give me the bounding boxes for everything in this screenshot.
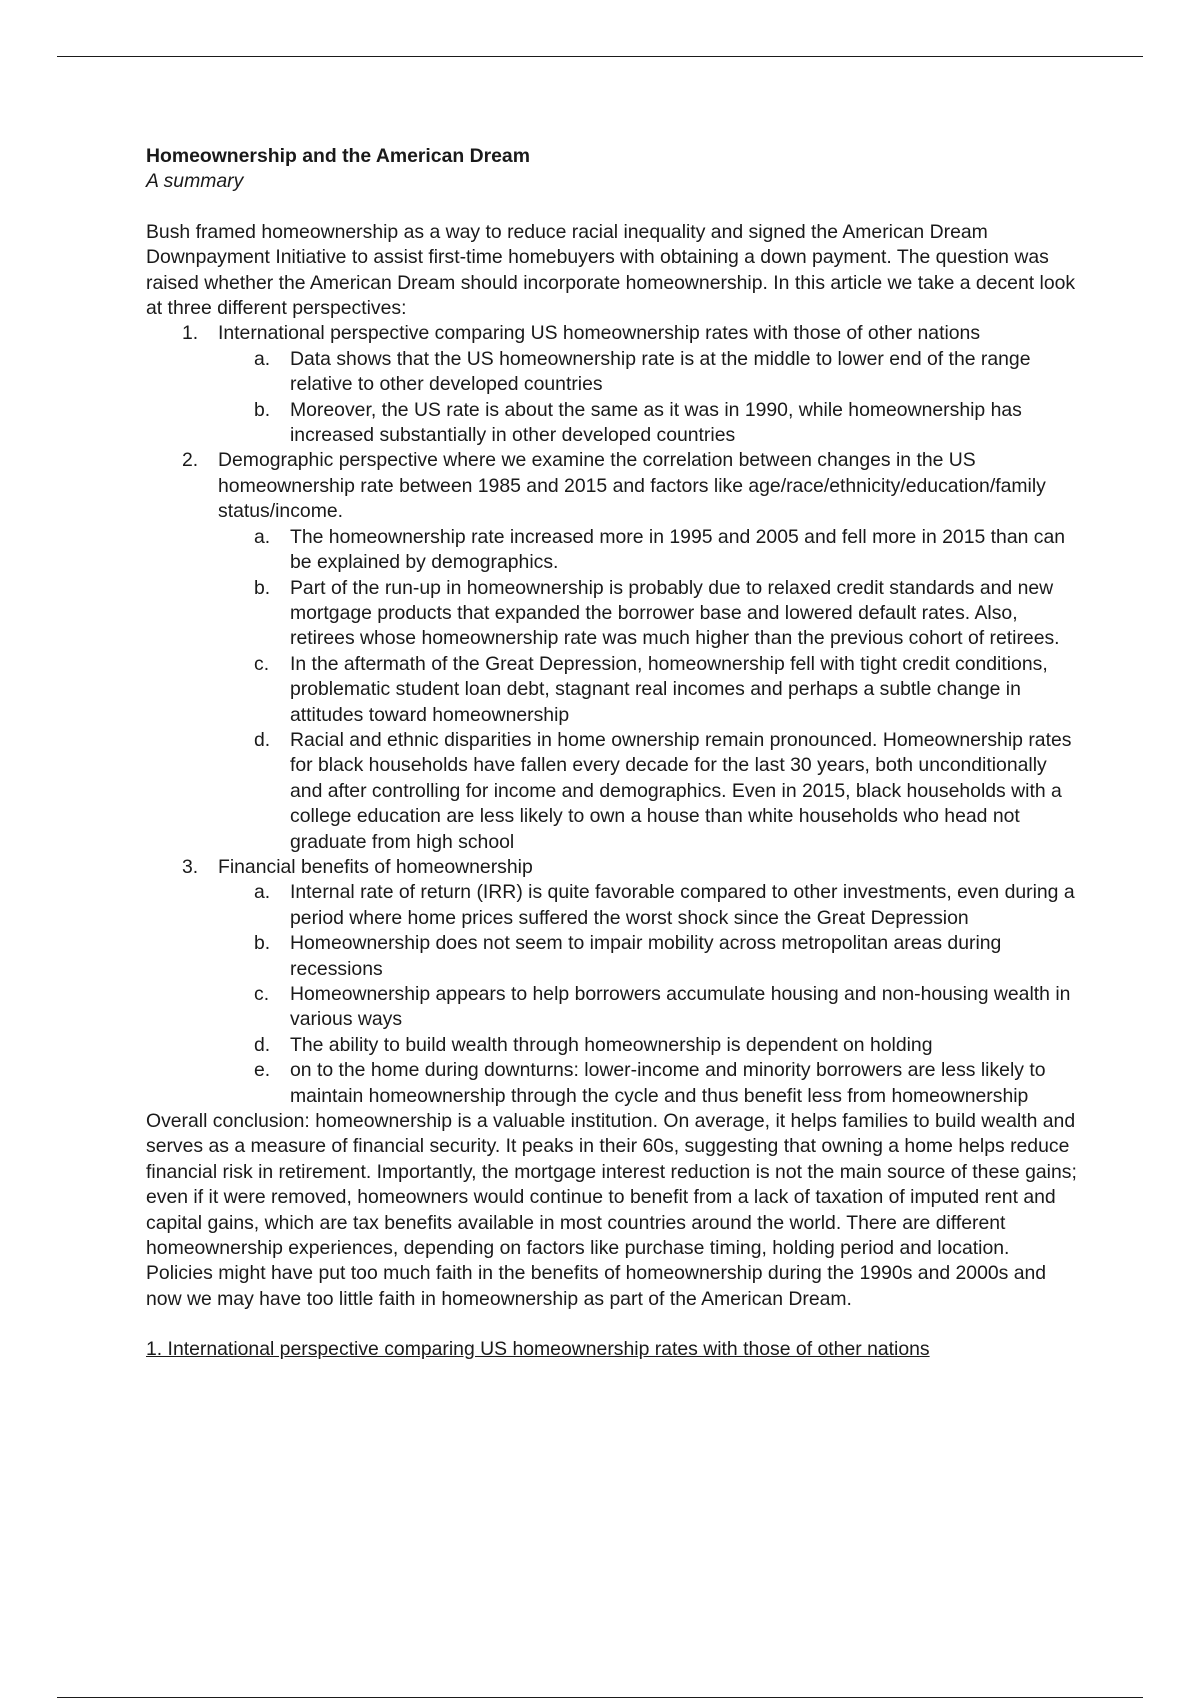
list-marker: a.	[254, 525, 271, 548]
perspective-points	[218, 880, 1081, 1109]
section-heading: 1. International perspective comparing US homeownership rates with those of other nations	[146, 1338, 930, 1361]
point-text: Racial and ethnic disparities in home ownership remain pronounced. Homeownership rates for black households have fallen every decade for the last 30 years, both unconditionally and after controlling for income and demographics. Even in 2015, black households with a college education are less likely to own a house than white households who head not graduate from high school	[290, 728, 1072, 853]
perspective-item	[146, 855, 1081, 1109]
point-text: The ability to build wealth through homeownership is dependent on holding	[290, 1033, 933, 1056]
document-subtitle: A summary	[146, 170, 244, 193]
list-marker: c.	[254, 652, 270, 675]
point-item	[218, 931, 1081, 982]
conclusion-paragraph: Overall conclusion: homeownership is a valuable institution. On average, it helps families to build wealth and serves as a measure of financial security. It peaks in their 60s, suggesting that owning a home helps reduce financial risk in retirement. Importantly, the mortgage interest reduction is not the main source of these gains; even if it were removed, homeowners would continue to benefit from a lack of taxation of imputed rent and capital gains, which are tax benefits available in most countries around the world. There are different homeownership experiences, depending on factors like purchase timing, holding period and location. Policies might have put too much faith in the benefits of homeownership during the 1990s and 2000s and now we may have too little faith in homeownership as part of the American Dream.	[146, 1110, 1077, 1310]
perspectives-list	[146, 321, 1081, 1109]
point-text: Part of the run-up in homeownership is probably due to relaxed credit standards and new mortgage products that expanded the borrower base and lowered default rates. Also, retirees whose homeownership rate was much higher than the previous cohort of retirees.	[290, 576, 1060, 650]
list-marker: c.	[254, 983, 270, 1005]
point-text: The homeownership rate increased more in 1995 and 2005 and fell more in 2015 than can be explained by demographics.	[290, 525, 1066, 574]
point-text: Data shows that the US homeownership rate is at the middle to lower end of the range relative to other developed countries	[290, 347, 1031, 396]
point-item	[218, 347, 1081, 398]
point-item	[218, 728, 1081, 855]
list-marker: a.	[254, 347, 271, 370]
point-item	[218, 576, 1081, 652]
point-item	[218, 982, 1081, 1033]
list-marker: b.	[254, 932, 271, 955]
list-marker: d.	[254, 1033, 271, 1056]
page-bottom-rule	[57, 1697, 1143, 1698]
document-body	[146, 144, 1081, 1363]
list-marker: d.	[254, 728, 271, 751]
page-top-rule	[57, 56, 1143, 57]
perspective-item	[146, 321, 1081, 448]
spacer	[146, 1312, 1081, 1337]
list-marker: 2.	[182, 449, 199, 472]
perspective-points	[218, 347, 1081, 449]
spacer	[146, 195, 1081, 220]
point-text: Internal rate of return (IRR) is quite favorable compared to other investments, even during a period where home prices suffered the worst shock since the Great Depression	[290, 881, 1075, 929]
point-item	[218, 398, 1081, 449]
list-marker: b.	[254, 576, 271, 599]
point-text: on to the home during downturns: lower-income and minority borrowers are less likely to maintain homeownership through the cycle and thus benefit less from homeownership	[290, 1059, 1046, 1107]
perspective-points	[218, 525, 1081, 855]
point-text: In the aftermath of the Great Depression, homeownership fell with tight credit conditions, problematic student loan debt, stagnant real incomes and perhaps a subtle change in attitudes toward homeownership	[290, 652, 1048, 726]
document-title: Homeownership and the American Dream	[146, 145, 530, 167]
perspective-text: Financial benefits of homeownership	[218, 855, 533, 878]
list-marker: 3.	[182, 855, 199, 878]
intro-paragraph: Bush framed homeownership as a way to reduce racial inequality and signed the American Dream Downpayment Initiative to assist first-time homebuyers with obtaining a down payment. The question was raised whether the American Dream should incorporate homeownership. In this article we take a decent look at three different perspectives:	[146, 220, 1076, 320]
list-marker: a.	[254, 881, 271, 904]
perspective-text: International perspective comparing US homeownership rates with those of other nations	[218, 322, 981, 345]
list-marker: 1.	[182, 322, 199, 345]
point-item	[218, 1058, 1081, 1109]
list-marker: b.	[254, 398, 271, 421]
list-marker: e.	[254, 1059, 271, 1082]
point-text: Moreover, the US rate is about the same as it was in 1990, while homeownership has increased substantially in other developed countries	[290, 398, 1022, 447]
perspective-item	[146, 448, 1081, 855]
point-item	[218, 1033, 1081, 1058]
point-text: Homeownership does not seem to impair mobility across metropolitan areas during recessions	[290, 932, 1002, 980]
perspective-text: Demographic perspective where we examine the correlation between changes in the US homeownership rate between 1985 and 2015 and factors like age/race/ethnicity/education/family status/income.	[218, 449, 1046, 523]
point-item	[218, 880, 1081, 931]
point-item	[218, 525, 1081, 576]
point-item	[218, 652, 1081, 728]
point-text: Homeownership appears to help borrowers accumulate housing and non-housing wealth in various ways	[290, 983, 1071, 1031]
